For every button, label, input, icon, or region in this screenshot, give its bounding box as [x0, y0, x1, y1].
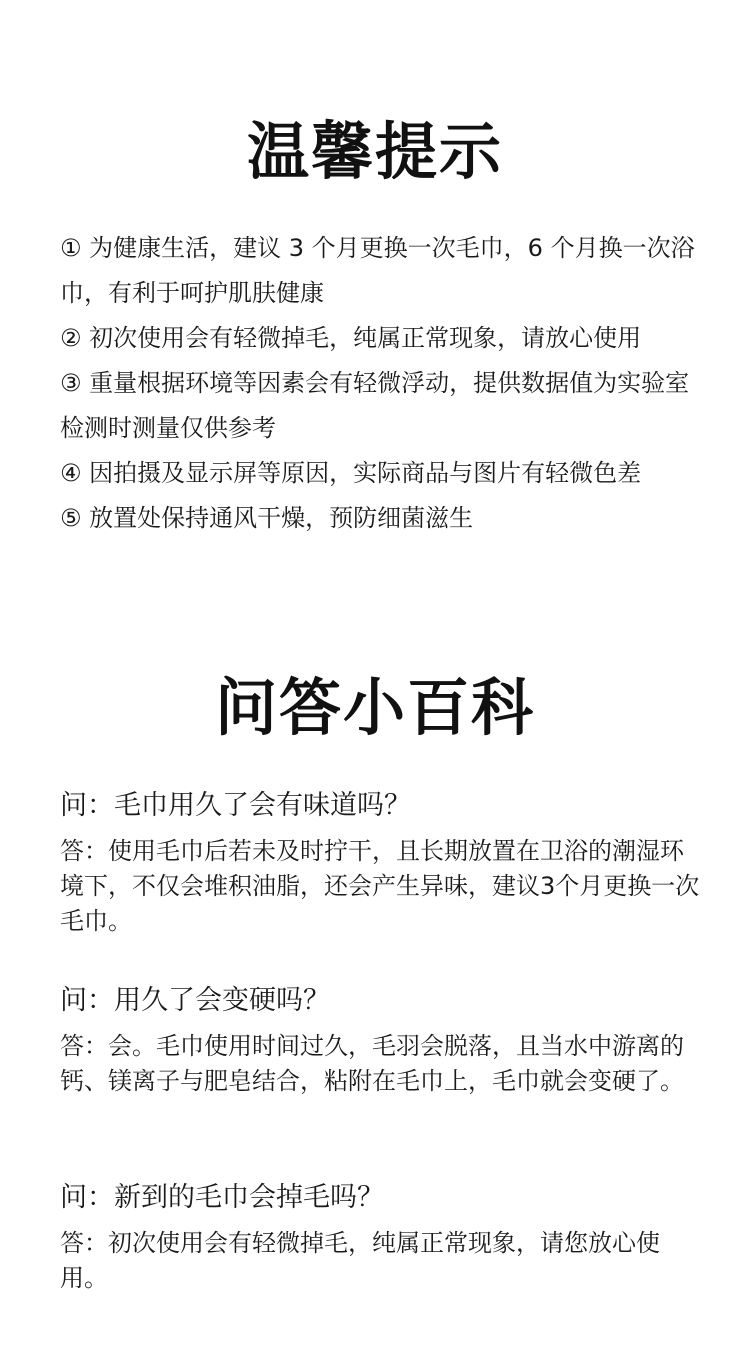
tip-item: ① 为健康生活，建议 3 个月更换一次毛巾，6 个月换一次浴巾，有利于呵护肌肤健康	[60, 234, 695, 307]
faq-answer: 答：使用毛巾后若未及时拧干，且长期放置在卫浴的潮湿环境下，不仅会堆积油脂，还会产生异味，建议3个月更换一次毛巾。	[60, 837, 700, 935]
tip-item: ⑤ 放置处保持通风干燥，预防细菌滋生	[60, 504, 474, 532]
faq-item	[60, 1180, 700, 1296]
faq-question: 问：毛巾用久了会有味道吗？	[60, 790, 411, 821]
faq-item	[60, 983, 700, 1099]
faq-answer: 答：会。毛巾使用时间过久，毛羽会脱落，且当水中游离的钙、镁离子与肥皂结合，粘附在毛巾上，毛巾就会变硬了。	[60, 1032, 684, 1095]
faq-answer: 答：初次使用会有轻微掉毛，纯属正常现象，请您放心使用。	[60, 1229, 660, 1292]
tip-item: ④ 因拍摄及显示屏等原因，实际商品与图片有轻微色差	[60, 459, 642, 487]
faq-question: 问：用久了会变硬吗？	[60, 985, 330, 1016]
tip-item: ② 初次使用会有轻微掉毛，纯属正常现象，请放心使用	[60, 324, 642, 352]
tip-item: ③ 重量根据环境等因素会有轻微浮动，提供数据值为实验室检测时测量仅供参考	[60, 369, 690, 442]
tips-title: 温馨提示	[246, 115, 503, 188]
faq-title: 问答小百科	[214, 671, 535, 744]
faq-question: 问：新到的毛巾会掉毛吗？	[60, 1182, 384, 1213]
tips-list	[60, 226, 700, 541]
faq-item	[60, 788, 700, 939]
